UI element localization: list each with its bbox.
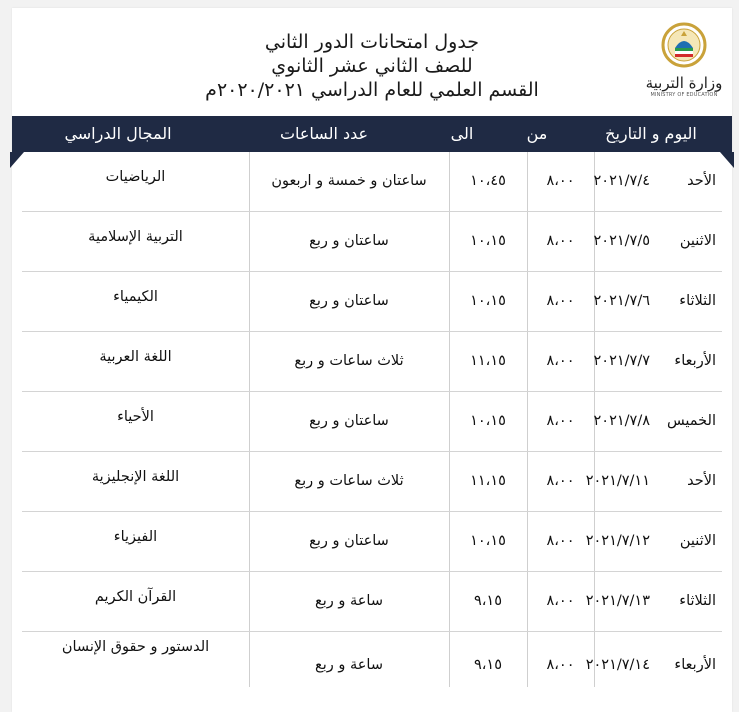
exam-date: ٢٠٢١/٧/٨ <box>593 413 650 429</box>
to-time: ١٠،١٥ <box>470 293 506 309</box>
table-header-bar <box>12 116 732 152</box>
title-line-1: جدول امتحانات الدور الثاني <box>264 31 480 53</box>
table-row <box>22 332 722 392</box>
subject-name: الرياضيات <box>105 169 166 185</box>
duration-text: ثلاث ساعات و ربع <box>294 473 404 489</box>
to-time: ١٠،١٥ <box>470 413 506 429</box>
day-date-cell <box>585 452 722 511</box>
duration-text: ساعتان و ربع <box>309 293 389 309</box>
exam-schedule-sheet <box>12 8 732 712</box>
day-name: الخميس <box>666 413 716 429</box>
duration-text: ساعة و ربع <box>315 593 383 609</box>
to-time: ١٠،١٥ <box>470 233 506 249</box>
day-date-cell <box>585 572 722 631</box>
title-block <box>182 30 562 102</box>
exam-date: ٢٠٢١/٧/٧ <box>593 353 650 369</box>
to-time: ١٠،١٥ <box>470 533 506 549</box>
day-name: الأحد <box>687 473 716 489</box>
exam-date: ٢٠٢١/٧/٤ <box>593 173 650 189</box>
day-date-cell <box>594 152 722 211</box>
duration-text: ساعتان و ربع <box>309 413 389 429</box>
to-time: ٩،١٥ <box>473 657 503 673</box>
table-row <box>22 392 722 452</box>
table-row <box>22 512 722 572</box>
subject-name: اللغة الإنجليزية <box>91 469 180 485</box>
duration-text: ساعة و ربع <box>315 657 383 673</box>
from-time: ٨،٠٠ <box>546 293 575 309</box>
duration-text: ساعتان و خمسة و اربعون <box>271 173 427 189</box>
table-row <box>22 272 722 332</box>
to-time: ١١،١٥ <box>470 353 506 369</box>
title-line-3: القسم العلمي للعام الدراسي ٢٠٢٠/٢٠٢١م <box>205 79 539 101</box>
header-to: الى <box>450 124 474 143</box>
from-time: ٨،٠٠ <box>546 353 575 369</box>
subject-name: الكيمياء <box>113 289 158 305</box>
exam-date: ٢٠٢١/٧/٦ <box>593 293 650 309</box>
from-time: ٨،٠٠ <box>546 593 575 609</box>
from-time: ٨،٠٠ <box>546 413 575 429</box>
title-line-2: للصف الثاني عشر الثانوي <box>271 55 473 77</box>
table-row <box>22 632 722 688</box>
logo-arabic-text: وزارة التربية <box>645 74 723 92</box>
subject-name: الأحياء <box>117 409 154 425</box>
day-date-cell <box>594 272 722 331</box>
subject-name: الفيزياء <box>113 529 158 545</box>
day-name: الاثنين <box>679 533 716 549</box>
table-row <box>22 152 722 212</box>
day-name: الاثنين <box>679 233 716 249</box>
subject-name: القرآن الكريم <box>94 589 177 605</box>
table-row <box>22 212 722 272</box>
day-date-cell <box>585 636 722 695</box>
subject-name: اللغة العربية <box>99 349 172 365</box>
subject-name: التربية الإسلامية <box>88 229 183 245</box>
exam-date: ٢٠٢١/٧/١٢ <box>585 533 650 549</box>
from-time: ٨،٠٠ <box>546 657 575 673</box>
day-name: الأربعاء <box>674 657 716 673</box>
from-time: ٨،٠٠ <box>546 533 575 549</box>
duration-text: ثلاث ساعات و ربع <box>294 353 404 369</box>
header-corner-right <box>720 152 734 168</box>
exam-date: ٢٠٢١/٧/١٣ <box>585 593 650 609</box>
from-time: ٨،٠٠ <box>546 473 575 489</box>
header-from: من <box>526 124 548 143</box>
to-time: ١١،١٥ <box>470 473 506 489</box>
exam-date: ٢٠٢١/٧/١١ <box>585 473 650 489</box>
day-date-cell <box>585 512 722 571</box>
document-header <box>12 8 732 116</box>
to-time: ١٠،٤٥ <box>470 173 506 189</box>
header-hours: عدد الساعات <box>279 124 369 143</box>
day-name: الثلاثاء <box>679 293 716 309</box>
duration-text: ساعتان و ربع <box>309 233 389 249</box>
header-subject: المجال الدراسي <box>64 124 172 143</box>
exam-date: ٢٠٢١/٧/١٤ <box>585 657 650 673</box>
duration-text: ساعتان و ربع <box>309 533 389 549</box>
schedule-table-body <box>22 152 722 692</box>
kuwait-emblem-icon <box>661 22 707 68</box>
exam-date: ٢٠٢١/٧/٥ <box>593 233 650 249</box>
day-date-cell <box>594 212 722 271</box>
from-time: ٨،٠٠ <box>546 173 575 189</box>
day-date-cell <box>594 392 722 451</box>
day-name: الأحد <box>687 173 716 189</box>
day-name: الثلاثاء <box>679 593 716 609</box>
logo-english-text: MINISTRY OF EDUCATION <box>650 92 718 98</box>
day-name: الأربعاء <box>674 353 716 369</box>
subject-name: الدستور و حقوق الإنسان <box>61 639 210 655</box>
to-time: ٩،١٥ <box>473 593 503 609</box>
header-day-date: اليوم و التاريخ <box>605 124 697 143</box>
from-time: ٨،٠٠ <box>546 233 575 249</box>
day-date-cell <box>594 332 722 391</box>
table-row <box>22 452 722 512</box>
ministry-logo <box>644 22 724 110</box>
